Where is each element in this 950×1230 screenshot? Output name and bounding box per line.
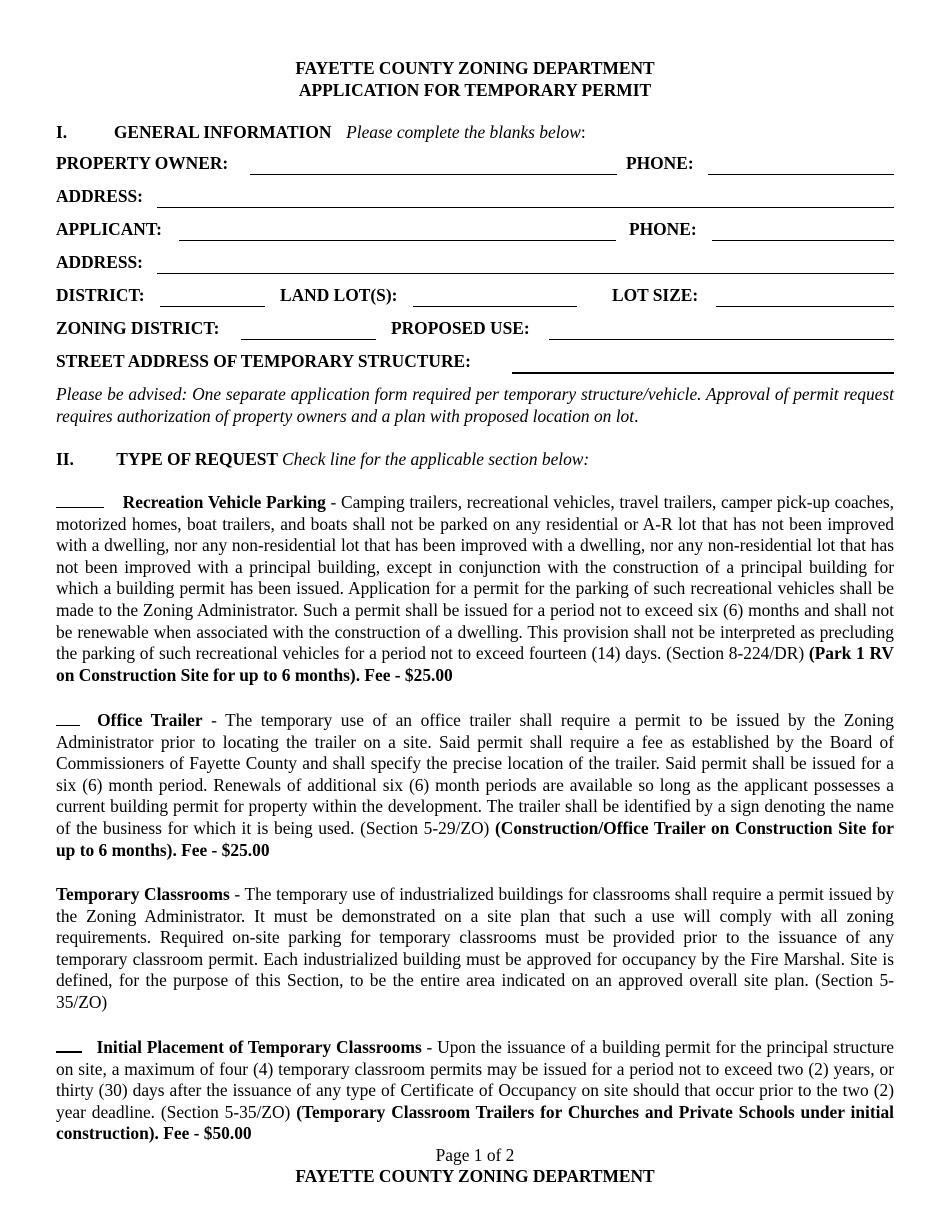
address-field-2[interactable]	[157, 252, 894, 274]
initial-placement-section	[56, 1036, 894, 1145]
district-label: DISTRICT:	[56, 285, 145, 305]
initial-placement-title: Initial Placement of Temporary Classrooms	[96, 1037, 422, 1057]
rv-parking-section	[56, 492, 894, 686]
property-owner-row	[56, 153, 894, 177]
applicant-field[interactable]	[179, 219, 616, 241]
district-field[interactable]	[160, 285, 265, 307]
phone-field-1[interactable]	[708, 153, 894, 175]
phone-label-1: PHONE:	[626, 153, 694, 173]
office-trailer-checkline[interactable]	[56, 710, 80, 726]
office-trailer-body: - The temporary use of an office trailer shall require a permit to be issued by the Zoning Administrator prior to locating the trailer on a site. Said permit shall require a fee as established by the Board of Commissioners of Fayette County and shall specify the precise location of the trailer. Said permit shall be issued for a six (6) month period. Renewals of additional six (6) month periods are available so long as the applicant possesses a current building permit for property within the development. The trailer shall be identified by a sign denoting the name of the business for which it is being used. (Section 5-29/ZO)	[56, 710, 894, 838]
proposed-use-label: PROPOSED USE:	[391, 318, 530, 338]
section-2-heading	[56, 449, 589, 471]
rv-parking-body: - Camping trailers, recreational vehicles, travel trailers, camper pick-up coaches, motorized homes, boat trailers, and boats shall not be parked on any residential or A-R lot that has not been improved with a dwelling, nor any non-residential lot that has been improved with a dwelling, nor any non-residential lot that has not been improved with a principal building, except in conjunction with the construction of a principal building for which a building permit has been issued. Application for a permit for the parking of such recreational vehicles shall be made to the Zoning Administrator. Such a permit shall be issued for a period not to exceed six (6) months and shall not be renewable when associated with the construction of a dwelling. This provision shall not be interpreted as precluding the parking of such recreational vehicles for a period not to exceed fourteen (14) days. (Section 8-224/DR)	[56, 492, 894, 664]
office-trailer-title: Office Trailer	[97, 710, 203, 730]
temporary-classrooms-body: - The temporary use of industrialized buildings for classrooms shall require a permit issued by the Zoning Administrator. It must be demonstrated on a site plan that such a use will comply with all zoning requirements. Required on-site parking for temporary classrooms must be provided prior to the issuance of any temporary classroom permit. Each industrialized building must be approved for occupancy by the Fire Marshal. Site is defined, for the purpose of this Section, to be the entire area indicated on an approved overall site plan. (Section 5-35/ZO)	[56, 884, 894, 1012]
section-1-heading: I. GENERAL INFORMATION Please complete the blanks below:	[56, 122, 586, 142]
page-number: Page 1 of 2	[435, 1145, 515, 1165]
rv-parking-checkline[interactable]	[56, 492, 104, 508]
temporary-classrooms-section	[56, 884, 894, 1014]
office-trailer-fee: (Construction/Office Trailer on Construction Site for up to 6 months). Fee - $25.00	[56, 817, 894, 860]
land-lot-label: LAND LOT(S):	[280, 285, 398, 305]
initial-placement-body: - Upon the issuance of a building permit for the principal structure on site, a maximum of four (4) temporary classroom permits may be issued for a period not to exceed two (2) years, or thirty (30) days after the issuance of any type of Certificate of Occupancy on site should that occur prior to the two (2) year deadline. (Section 5-35/ZO)	[56, 1037, 894, 1122]
lot-size-label: LOT SIZE:	[612, 285, 699, 305]
section-2-title: TYPE OF REQUEST	[116, 449, 278, 469]
zoning-district-field[interactable]	[241, 318, 376, 340]
phone-field-2[interactable]	[712, 219, 894, 241]
section-1-number: I.	[56, 122, 68, 142]
address-row-2	[56, 252, 894, 276]
street-address-field[interactable]	[512, 351, 894, 374]
section-2-instruction: Check line for the applicable section below:	[282, 449, 590, 469]
address-field-1[interactable]	[157, 186, 894, 208]
property-owner-field[interactable]	[250, 153, 617, 175]
department-title: FAYETTE COUNTY ZONING DEPARTMENT	[295, 58, 655, 78]
lot-size-field[interactable]	[716, 285, 894, 307]
office-trailer-section	[56, 710, 894, 861]
temporary-classrooms-title: Temporary Classrooms	[56, 884, 230, 904]
advisory-note: Please be advised: One separate application form required per temporary structure/vehicle. Approval of permit request requires authorization of property owners and a plan with proposed location on lot.	[56, 384, 894, 426]
street-address-row	[56, 351, 894, 375]
phone-label-2: PHONE:	[629, 219, 697, 239]
form-title: APPLICATION FOR TEMPORARY PERMIT	[298, 80, 652, 100]
address-row-1	[56, 186, 894, 210]
address-label-2: ADDRESS:	[56, 252, 143, 272]
document-header	[56, 57, 894, 101]
property-owner-label: PROPERTY OWNER:	[56, 153, 229, 173]
district-row	[56, 285, 894, 309]
proposed-use-field[interactable]	[549, 318, 894, 340]
rv-parking-title: Recreation Vehicle Parking	[122, 492, 326, 512]
initial-placement-checkline[interactable]	[56, 1036, 82, 1053]
initial-placement-fee: (Temporary Classroom Trailers for Churches and Private Schools under initial construction). Fee - $50.00	[56, 1101, 894, 1144]
applicant-label: APPLICANT:	[56, 219, 162, 239]
section-1-instruction: Please complete the blanks below	[346, 122, 581, 142]
section-1-title: GENERAL INFORMATION	[113, 122, 332, 142]
rv-parking-fee: (Park 1 RV on Construction Site for up to 6 months). Fee - $25.00	[56, 643, 894, 685]
street-address-label: STREET ADDRESS OF TEMPORARY STRUCTURE:	[56, 351, 471, 371]
zoning-row	[56, 318, 894, 342]
zoning-district-label: ZONING DISTRICT:	[56, 318, 220, 338]
address-label-1: ADDRESS:	[56, 186, 143, 206]
section-2-number: II.	[56, 449, 74, 469]
footer-department: FAYETTE COUNTY ZONING DEPARTMENT	[295, 1166, 655, 1186]
applicant-row	[56, 219, 894, 243]
land-lot-field[interactable]	[413, 285, 577, 307]
